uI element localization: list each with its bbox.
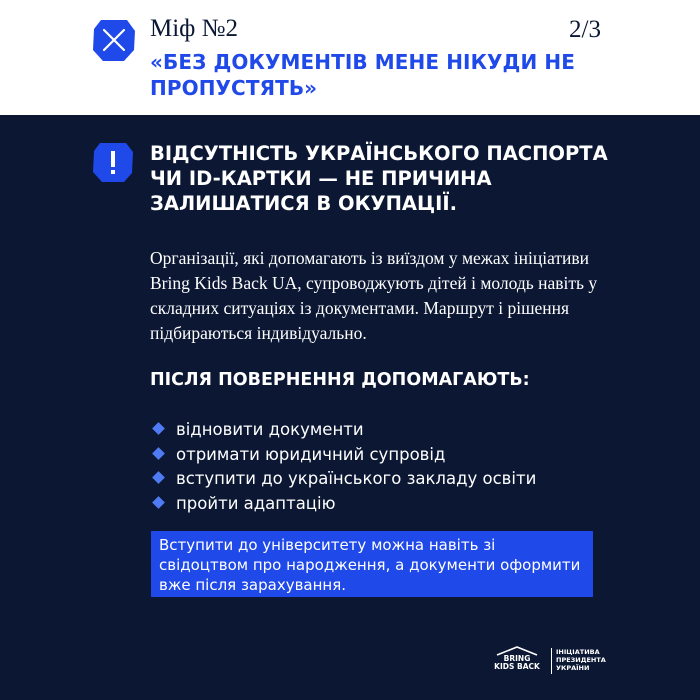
callout-text: Вступити до університету можна навіть зі свідоцтвом про народження, а документи оформити вже після зарахування. bbox=[159, 536, 581, 594]
fact-title: ВІДСУТНІСТЬ УКРАЇНСЬКОГО ПАСПОРТА ЧИ ID-КАРТКИ — НЕ ПРИЧИНА ЗАЛИШАТИСЯ В ОКУПАЦІЇ. bbox=[150, 142, 608, 215]
list-item-text: пройти адаптацію bbox=[176, 493, 336, 513]
diamond-bullet-icon bbox=[152, 447, 165, 460]
diamond-bullet-icon bbox=[152, 422, 165, 435]
diamond-bullet-icon bbox=[152, 496, 165, 509]
myth-title: «БЕЗ ДОКУМЕНТІВ МЕНЕ НІКУДИ НЕ ПРОПУСТЯТЬ» bbox=[150, 50, 575, 100]
myth-label: Міф №2 bbox=[150, 15, 238, 42]
list-item bbox=[150, 418, 610, 443]
logo-line-2: KIDS BACK bbox=[494, 662, 540, 671]
list-item bbox=[150, 492, 610, 517]
exclamation-icon bbox=[91, 140, 135, 184]
header-banner bbox=[0, 0, 700, 115]
callout-box bbox=[151, 531, 593, 597]
president-initiative-label: ІНІЦІАТИВА ПРЕЗИДЕНТА УКРАЇНИ bbox=[556, 648, 606, 672]
bring-kids-back-logo bbox=[487, 646, 547, 674]
list-item-text: отримати юридичний супровід bbox=[176, 444, 446, 464]
list-item bbox=[150, 443, 610, 468]
list-item-text: відновити документи bbox=[176, 420, 364, 439]
list-item bbox=[150, 467, 610, 492]
page-counter: 2/3 bbox=[569, 16, 601, 43]
help-heading: ПІСЛЯ ПОВЕРНЕННЯ ДОПОМАГАЮТЬ: bbox=[150, 370, 530, 390]
cross-icon bbox=[91, 17, 137, 63]
list-item-text: вступити до українського закладу освіти bbox=[176, 469, 537, 488]
logo-divider bbox=[551, 648, 552, 674]
fact-body: Організації, які допомагають із виїздом у межах ініціативи Bring Kids Back UA, супроводжують дітей і молодь навіть у складних ситуаціях із документами. Маршрут і рішення підбираються індивідуально. bbox=[150, 248, 598, 343]
diamond-bullet-icon bbox=[152, 471, 165, 484]
help-list bbox=[150, 418, 610, 516]
logo-line-1: BRING bbox=[503, 654, 531, 663]
